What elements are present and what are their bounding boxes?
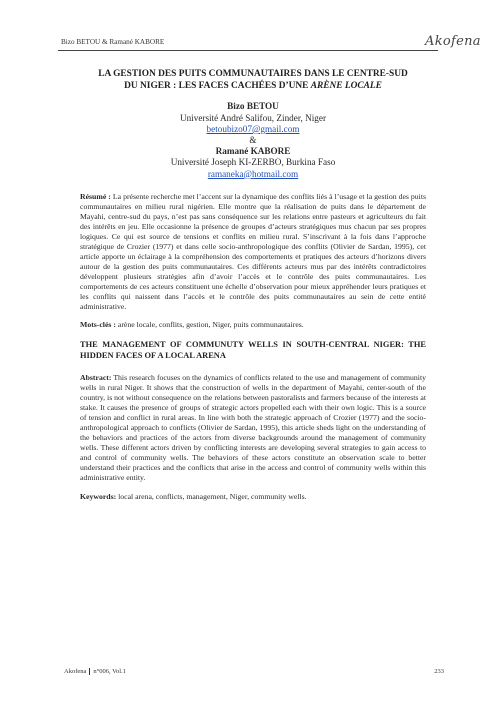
footer-issue: n°006, Vol.1 xyxy=(93,668,126,675)
running-head: Bizo BETOU & Ramané KABORE xyxy=(61,38,165,46)
keywords-text: local arena, conflicts, management, Niger, community wells. xyxy=(118,492,307,502)
resume-text: La présente recherche met l’accent sur la dynamique des conflits liés à l’usage et la gestion des puits communautaires en milieu rural nigérien. Elle montre que la réalisation de puits dans le département de Mayahi, centre-sud du pays, n’est pas sans conséquence sur les relations entre pasteurs et agriculteurs du fait des intérêts en jeu. Elle occasionne la présence de groupes d’acteurs stratégiques mus chacun par ses propres logiques. Ce qui est source de tensions et conflits en milieu rural. S’inscrivant à la fois dans l’approche stratégique de Crozier (1977) et dans celle socio-anthropologique des conflits (Olivier de Sardan, 1995), cet article apporte un éclairage à la compréhension des comportements et pratiques des acteurs d’horizons divers autour de la gestion des puits communautaires. Ces différents acteurs mus par des intérêts contradictoires développent plusieurs stratégies afin d’avoir l’accès et le contrôle des puits communautaires. Les comportements de ces acteurs constituent une échelle d’observation pour mieux appréhender leurs pratiques et les conflits qui naissent dans l’accès et le contrôle des puits communautaires au sein de cette entité administrative. xyxy=(80,191,426,312)
abstract-label: Abstract: xyxy=(80,372,112,382)
author-1-affiliation: Université André Salifou, Zinder, Niger xyxy=(179,112,327,123)
resume-label: Résumé : xyxy=(80,191,111,201)
author-2-email-link[interactable]: ramaneka@hotmail.com xyxy=(207,168,299,179)
keywords-label: Keywords: xyxy=(80,492,117,502)
author-2-affiliation: Université Joseph KI-ZERBO, Burkina Faso xyxy=(170,157,336,168)
mots-cles-label: Mots-clés : xyxy=(80,320,116,330)
journal-logo: Akofena xyxy=(425,34,481,49)
page-footer xyxy=(64,668,444,675)
keywords xyxy=(80,492,426,502)
page-number: 233 xyxy=(434,668,444,675)
author-2-name: Ramané KABORE xyxy=(215,146,291,157)
title-line-1: LA GESTION DES PUITS COMMUNAUTAIRES DANS LE CENTRE-SUD xyxy=(98,69,408,79)
article-body xyxy=(80,68,426,502)
author-block xyxy=(80,101,426,179)
mots-cles xyxy=(80,320,426,330)
footer-journal: Akofena xyxy=(64,668,87,675)
footer-divider xyxy=(89,668,90,675)
resume-paragraph xyxy=(80,192,426,313)
article-title xyxy=(80,68,426,92)
header-rule xyxy=(58,50,438,51)
title-line-2: DU NIGER : LES FACES CACHÉES D’UNE xyxy=(124,81,311,92)
author-separator: & xyxy=(249,135,257,146)
abstract-paragraph xyxy=(80,373,426,484)
author-1-name: Bizo BETOU xyxy=(227,101,279,112)
author-1-email-link[interactable]: betoubizo07@gmail.com xyxy=(206,123,300,134)
mots-cles-text: arène locale, conflits, gestion, Niger, puits communautaires. xyxy=(117,320,304,330)
title-italic: ARÈNE LOCALE xyxy=(310,81,382,92)
abstract-text: This research focuses on the dynamics of conflicts related to the use and management of community wells in rural Niger. It shows that the construction of wells in the department of Mayahi, center-south of the country, is not without consequence on the relations between pastoralists and farmers because of the interests at stake. It causes the presence of groups of strategic actors propelled each with their own logic. This is a source of tension and conflict in rural areas. In line with both the strategic approach of Crozier (1977) and the socio-anthropological approach to conflicts (Olivier de Sardan, 1995), this article sheds light on the understanding of the behaviors and practices of the actors from diverse backgrounds around the management of community wells. These different actors driven by conflicting interests are developing several strategies to gain access to and control of community wells. The behaviors of these actors constitute an observation scale to better understand their practices and the conflicts that arise in the access and control of community wells within this administrative entity. xyxy=(80,372,426,483)
english-title: THE MANAGEMENT OF COMMUNUTY WELLS IN SOUTH-CENTRAL NIGER: THE HIDDEN FACES OF A LOCAL ARENA xyxy=(80,340,426,360)
